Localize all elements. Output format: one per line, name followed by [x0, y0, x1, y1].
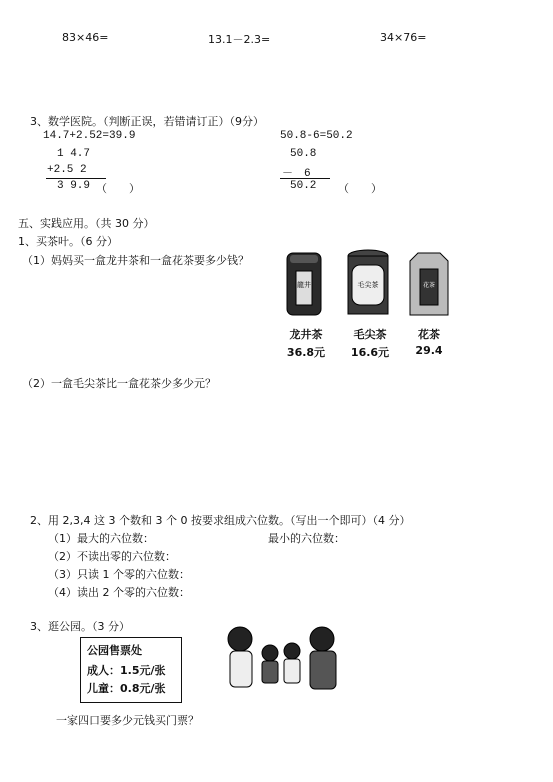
q1-sub2: （2）一盒毛尖茶比一盒花茶少多少元？ — [22, 377, 216, 390]
park-title: 3、逛公园。（3 分） — [30, 620, 130, 633]
longjing-price: 36.8元 — [286, 346, 326, 359]
q3-right-line2: － 6 — [282, 168, 311, 180]
q3-right-line1: 50.8 — [290, 148, 317, 160]
q3-left-line2: +2.5 2 — [47, 164, 87, 176]
longjing-can-image — [287, 253, 321, 315]
q1-sub1: （1）妈妈买一盒龙井茶和一盒花茶要多少钱？ — [22, 254, 249, 267]
q3-left-answer-paren[interactable]: （ ） — [96, 182, 140, 195]
family-illustration — [222, 625, 347, 697]
huacha-can-image — [410, 253, 448, 315]
ticket-office-title: 公园售票处 — [87, 644, 142, 657]
calc-item-1: 83×46= — [62, 31, 109, 44]
q2-item-3: （3）只读 1 个零的六位数： — [48, 568, 190, 581]
ticket-office-box — [80, 637, 182, 703]
q3-left-line1: 1 4.7 — [57, 148, 91, 160]
ticket-adult-price: 成人：1.5元/张 — [87, 664, 166, 677]
q3-left-result: 3 9.9 — [57, 180, 91, 192]
calc-item-3: 34×76= — [380, 31, 427, 44]
maojian-can-label: 毛尖茶 — [357, 281, 379, 289]
longjing-can-label: 龍井 — [297, 281, 311, 289]
park-question: 一家四口要多少元钱买门票？ — [56, 714, 199, 727]
section5-title: 五、实践应用。（共 30 分） — [18, 217, 155, 230]
q2-item-2: （2）不读出零的六位数： — [48, 550, 176, 563]
q3-right-answer-paren[interactable]: （ ） — [338, 182, 382, 195]
q2-item-4: （4）读出 2 个零的六位数： — [48, 586, 190, 599]
q3-left-rule — [46, 178, 106, 179]
longjing-name: 龙井茶 — [289, 328, 323, 341]
huacha-can-label: 花茶 — [422, 282, 436, 289]
huacha-price: 29.4 — [415, 344, 443, 357]
q3-title: 3、数学医院。（判断正误，若错请订正）（9分） — [30, 115, 264, 128]
q2-title: 2、用 2,3,4 这 3 个数和 3 个 0 按要求组成六位数。（写出一个即可）（4 分） — [30, 514, 411, 527]
maojian-can-image — [348, 250, 388, 314]
q3-right-rule — [280, 178, 330, 179]
tea-cans-illustration — [280, 247, 460, 323]
calc-item-2: 13.1－2.3= — [208, 33, 271, 46]
q1-title: 1、买茶叶。（6 分） — [18, 235, 118, 248]
maojian-name: 毛尖茶 — [353, 328, 387, 341]
q3-right-result: 50.2 — [290, 180, 317, 192]
huacha-name: 花茶 — [418, 328, 440, 341]
q3-right-equation: 50.8-6=50.2 — [280, 130, 353, 142]
q2-item-1: （1）最大的六位数： — [48, 532, 154, 545]
q2-smallest: 最小的六位数： — [268, 532, 345, 545]
q3-left-equation: 14.7+2.52=39.9 — [43, 130, 136, 142]
ticket-child-price: 儿童：0.8元/张 — [87, 682, 166, 695]
maojian-price: 16.6元 — [350, 346, 390, 359]
